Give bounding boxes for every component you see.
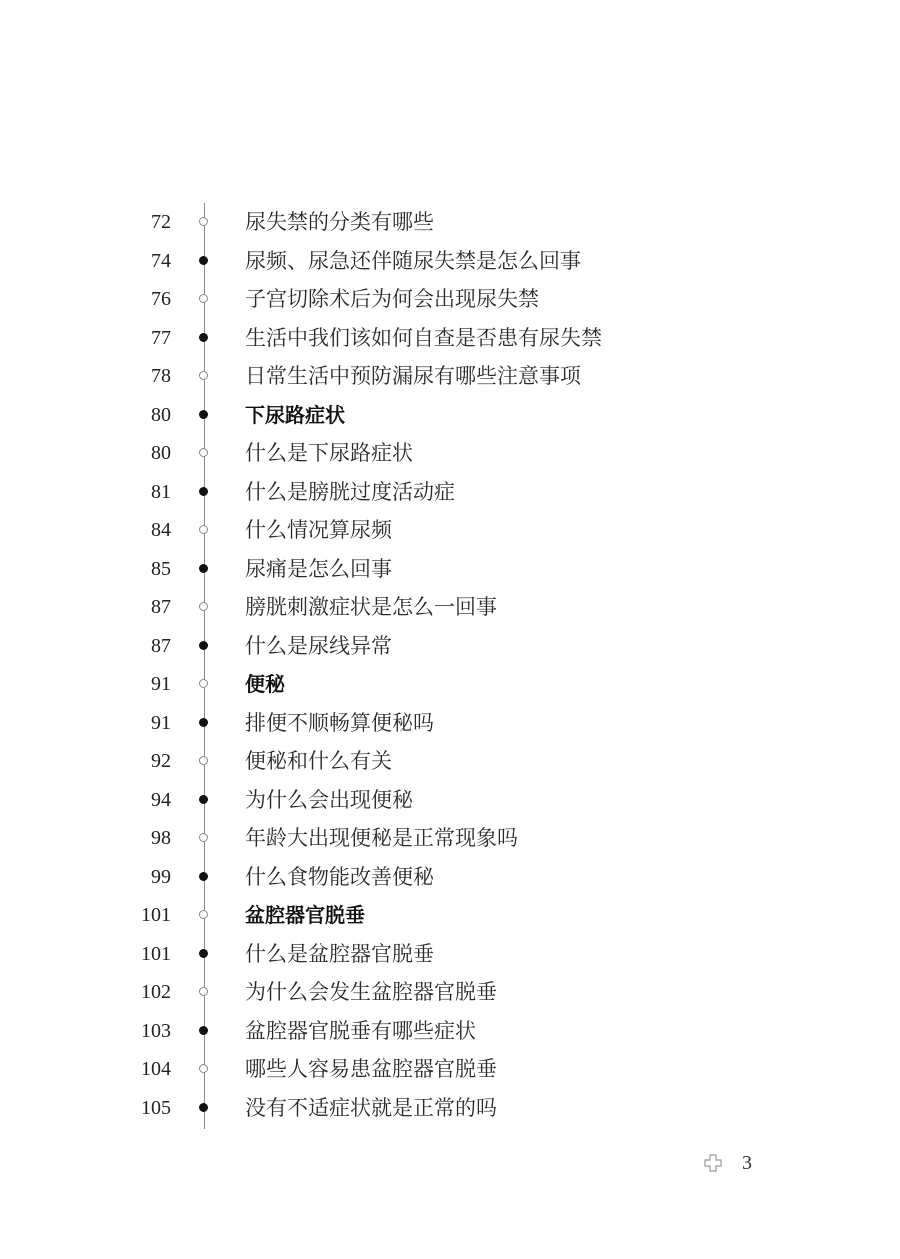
toc-entry[interactable] (0, 396, 900, 435)
filled-dot-icon (199, 718, 208, 727)
toc-entry[interactable] (0, 588, 900, 627)
filled-dot-icon (199, 1026, 208, 1035)
toc-page-number: 81 (151, 480, 171, 503)
toc-page-number: 91 (151, 673, 171, 695)
filled-dot-icon (199, 410, 208, 419)
toc-entry-title: 生活中我们该如何自查是否患有尿失禁 (245, 325, 602, 350)
toc-entry[interactable] (0, 434, 900, 473)
toc-entry[interactable] (0, 973, 900, 1012)
toc-page-number: 102 (141, 981, 171, 1003)
hollow-dot-icon (199, 833, 208, 842)
toc-section-heading: 下尿路症状 (245, 402, 345, 427)
toc-entry[interactable] (0, 704, 900, 743)
toc-entry-title: 膀胱刺激症状是怎么一回事 (245, 595, 497, 619)
toc-entry-title: 什么是盆腔器官脱垂 (245, 941, 434, 966)
toc-page-number: 84 (151, 519, 171, 541)
toc-entry-title: 日常生活中预防漏尿有哪些注意事项 (245, 364, 581, 388)
filled-dot-icon (199, 641, 208, 650)
toc-page-number: 78 (151, 365, 171, 387)
toc-entry-title: 为什么会发生盆腔器官脱垂 (245, 980, 497, 1004)
toc-entry[interactable] (0, 935, 900, 974)
toc-entry-title: 年龄大出现便秘是正常现象吗 (245, 826, 518, 850)
toc-page-number: 104 (141, 1058, 171, 1080)
filled-dot-icon (199, 795, 208, 804)
toc-entry[interactable] (0, 1050, 900, 1089)
page-footer (704, 1150, 764, 1176)
toc-entry-title: 子宫切除术后为何会出现尿失禁 (245, 287, 539, 311)
toc-entry[interactable] (0, 742, 900, 781)
filled-dot-icon (199, 487, 208, 496)
toc-entry-title: 为什么会出现便秘 (245, 787, 413, 812)
filled-dot-icon (199, 256, 208, 265)
toc-entry-title: 尿失禁的分类有哪些 (245, 210, 434, 234)
toc-page-number: 80 (151, 403, 171, 426)
toc-entry-title: 什么食物能改善便秘 (245, 864, 434, 889)
toc-entry-title: 哪些人容易患盆腔器官脱垂 (245, 1057, 497, 1081)
toc-entry-title: 尿痛是怎么回事 (245, 556, 392, 581)
toc-entry[interactable] (0, 858, 900, 897)
hollow-dot-icon (199, 217, 208, 226)
toc-entry-title: 没有不适症状就是正常的吗 (245, 1095, 497, 1120)
hollow-dot-icon (199, 525, 208, 534)
toc-entry[interactable] (0, 819, 900, 858)
toc-page-number: 103 (141, 1019, 171, 1042)
toc-entry-title: 什么是膀胱过度活动症 (245, 479, 455, 504)
toc-entry[interactable] (0, 203, 900, 242)
toc-entry-title: 盆腔器官脱垂有哪些症状 (245, 1018, 476, 1043)
page-number: 3 (742, 1152, 752, 1174)
hollow-dot-icon (199, 679, 208, 688)
toc-entry[interactable] (0, 1012, 900, 1051)
toc-page-number: 99 (151, 865, 171, 888)
filled-dot-icon (199, 949, 208, 958)
toc-entry[interactable] (0, 1089, 900, 1128)
toc-entry[interactable] (0, 627, 900, 666)
hollow-dot-icon (199, 602, 208, 611)
toc-entry-title: 什么是下尿路症状 (245, 441, 413, 465)
toc-entry[interactable] (0, 357, 900, 396)
hollow-dot-icon (199, 1064, 208, 1073)
toc-entry-title: 什么情况算尿频 (245, 518, 392, 542)
toc-page-number: 77 (151, 326, 171, 349)
toc-page-number: 72 (151, 211, 171, 233)
toc-page-number: 101 (141, 942, 171, 965)
toc-entry-title: 便秘和什么有关 (245, 749, 392, 773)
toc-entry[interactable] (0, 242, 900, 281)
toc-page-number: 94 (151, 788, 171, 811)
toc-entry[interactable] (0, 665, 900, 704)
toc-page-number: 92 (151, 750, 171, 772)
toc-page-number: 87 (151, 634, 171, 657)
toc-entry[interactable] (0, 280, 900, 319)
filled-dot-icon (199, 564, 208, 573)
toc-entry[interactable] (0, 319, 900, 358)
toc-section-heading: 便秘 (245, 672, 285, 696)
toc-page-number: 101 (141, 904, 171, 926)
cross-icon (704, 1154, 722, 1172)
toc-entry[interactable] (0, 511, 900, 550)
filled-dot-icon (199, 872, 208, 881)
toc-page-number: 98 (151, 827, 171, 849)
toc-page-number: 105 (141, 1096, 171, 1119)
hollow-dot-icon (199, 294, 208, 303)
toc-section-heading: 盆腔器官脱垂 (245, 903, 365, 927)
hollow-dot-icon (199, 987, 208, 996)
toc-entry-title: 排便不顺畅算便秘吗 (245, 710, 434, 735)
toc-page-number: 80 (151, 442, 171, 464)
hollow-dot-icon (199, 448, 208, 457)
toc-page-number: 91 (151, 711, 171, 734)
toc-page-number: 76 (151, 288, 171, 310)
toc-page-number: 85 (151, 557, 171, 580)
toc-entry[interactable] (0, 550, 900, 589)
hollow-dot-icon (199, 910, 208, 919)
table-of-contents (0, 203, 900, 1129)
toc-page-number: 74 (151, 249, 171, 272)
toc-entry-title: 尿频、尿急还伴随尿失禁是怎么回事 (245, 248, 581, 273)
toc-entry-title: 什么是尿线异常 (245, 633, 392, 658)
hollow-dot-icon (199, 371, 208, 380)
toc-entry[interactable] (0, 473, 900, 512)
filled-dot-icon (199, 1103, 208, 1112)
hollow-dot-icon (199, 756, 208, 765)
filled-dot-icon (199, 333, 208, 342)
toc-entry[interactable] (0, 896, 900, 935)
toc-entry[interactable] (0, 781, 900, 820)
toc-page-number: 87 (151, 596, 171, 618)
